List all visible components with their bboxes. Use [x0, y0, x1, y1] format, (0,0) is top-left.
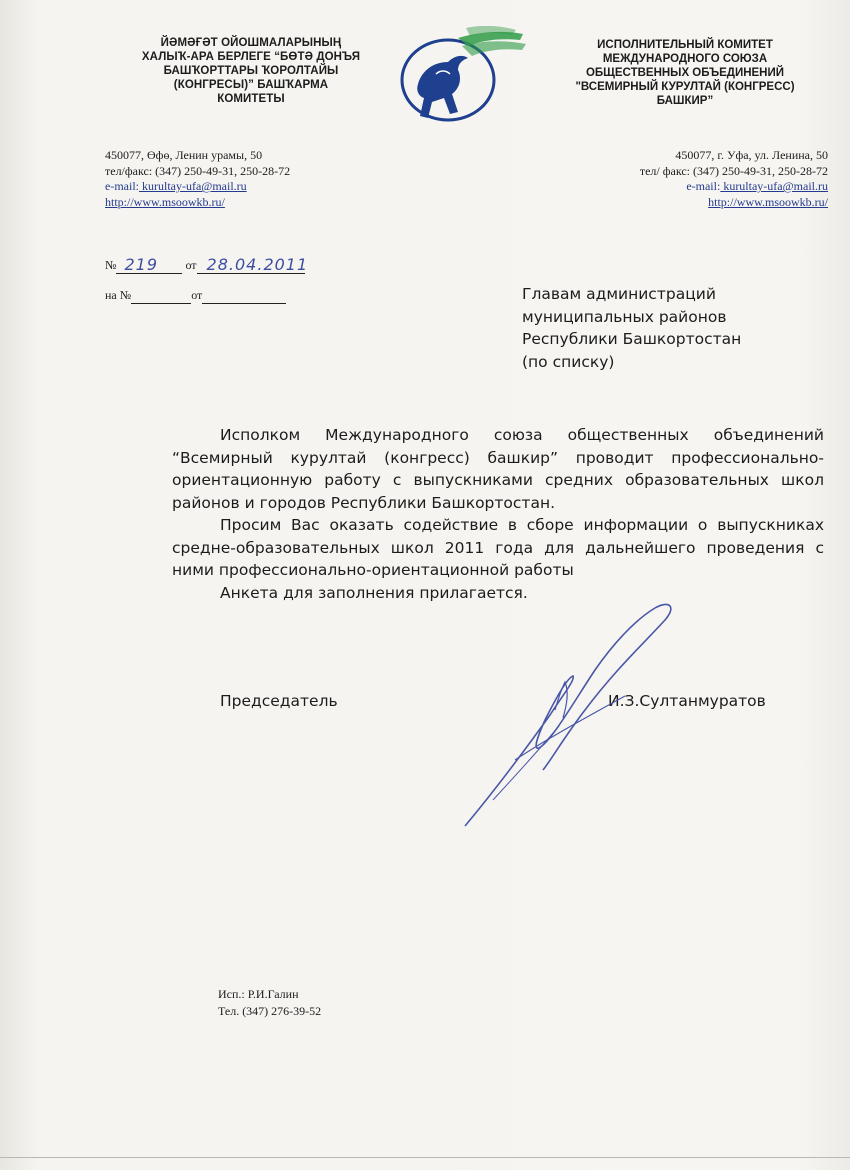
horse-emblem-icon	[388, 26, 528, 126]
signatory-name: И.З.Султанмуратов	[608, 692, 766, 710]
header-right-line: БАШКИР”	[656, 95, 714, 107]
address-line: 450077, Өфө, Ленин урамы, 50	[105, 148, 263, 162]
date-label: от	[185, 258, 197, 272]
recipient-line: Главам администраций	[522, 285, 716, 303]
date-field	[197, 255, 309, 274]
body-paragraph: Просим Вас оказать содействие в сборе информации о выпускниках средне-образовательных школ 2011 года для дальнейшего проведения с ними профессионально-ориентационной работы	[172, 516, 824, 579]
header-right-line: ОБЩЕСТВЕННЫХ ОБЪЕДИНЕНИЙ	[585, 67, 785, 79]
recipient-line: (по списку)	[522, 352, 615, 371]
executor-phone: Тел. (347) 276-39-52	[218, 1004, 322, 1018]
email-link[interactable]: kurultay-ufa@mail.ru	[138, 179, 247, 193]
handwritten-signature	[455, 600, 685, 840]
reply-registration	[105, 288, 286, 304]
address-block-right	[560, 148, 828, 210]
reply-date-field	[202, 288, 286, 304]
signatory-title: Председатель	[220, 692, 338, 710]
email-label: e-mail:	[686, 179, 721, 193]
phone-line: тел/ факс: (347) 250-49-31, 250-28-72	[639, 163, 828, 178]
header-org-bashkir	[110, 36, 392, 106]
website-link[interactable]: http://www.msoowkb.ru/	[708, 194, 828, 209]
number-label: №	[105, 258, 117, 272]
outgoing-registration	[105, 255, 309, 274]
header-left-line: (КОНГРЕСЫ)” БАШҠАРМА	[173, 79, 329, 91]
header-right-line: ИСПОЛНИТЕЛЬНЫЙ КОМИТЕТ	[597, 39, 773, 51]
email-label: e-mail:	[105, 179, 139, 193]
header-left-line: ХАЛЫҠ-АРА БЕРЛЕГЕ “БӨТӘ ДОНЪЯ	[141, 51, 361, 63]
header-left-line: ЙӘМӘҒӘТ ОЙОШМАЛАРЫНЫҢ	[160, 37, 342, 49]
page-edge-line	[0, 1157, 850, 1158]
number-field	[116, 255, 182, 274]
handwritten-number: 219	[124, 255, 158, 274]
letter-body	[172, 424, 824, 604]
header-right-line: "ВСЕМИРНЫЙ КУРУЛТАЙ (КОНГРЕСС)	[575, 81, 795, 93]
executor-name: Исп.: Р.И.Галин	[218, 987, 299, 1001]
handwritten-date: 28.04.2011	[206, 255, 309, 274]
header-right-line: МЕЖДУНАРОДНОГО СОЮЗА	[602, 53, 768, 65]
website-link[interactable]: http://www.msoowkb.ru/	[105, 194, 225, 209]
recipient-line: муниципальных районов	[522, 307, 727, 326]
reply-number-label: на №	[105, 288, 132, 302]
recipient-line: Республики Башкортостан	[522, 330, 742, 348]
header-org-russian	[560, 38, 810, 108]
reply-date-label: от	[191, 288, 203, 302]
email-line	[560, 179, 828, 195]
address-block-left	[105, 148, 365, 210]
header-left-line: БАШҠОРТТАРЫ ҠОРОЛТАЙЫ	[163, 65, 339, 77]
email-line	[105, 179, 365, 195]
body-paragraph: Исполком Международного союза общественных объединений “Всемирный курултай (конгресс) башкир” проводит профессионально-ориентационную работу с выпускниками средних образовательных школ районов и городов Республики Башкортостан.	[172, 426, 824, 512]
address-line: 450077, г. Уфа, ул. Ленина, 50	[675, 148, 828, 162]
reply-number-field	[131, 288, 191, 304]
executor-block	[218, 986, 321, 1020]
body-paragraph: Анкета для заполнения прилагается.	[220, 583, 528, 602]
phone-line: тел/факс: (347) 250-49-31, 250-28-72	[105, 163, 291, 178]
recipient-block	[522, 283, 822, 373]
header-left-line: КОМИТЕТЫ	[217, 93, 285, 105]
email-link[interactable]: kurultay-ufa@mail.ru	[720, 179, 828, 193]
